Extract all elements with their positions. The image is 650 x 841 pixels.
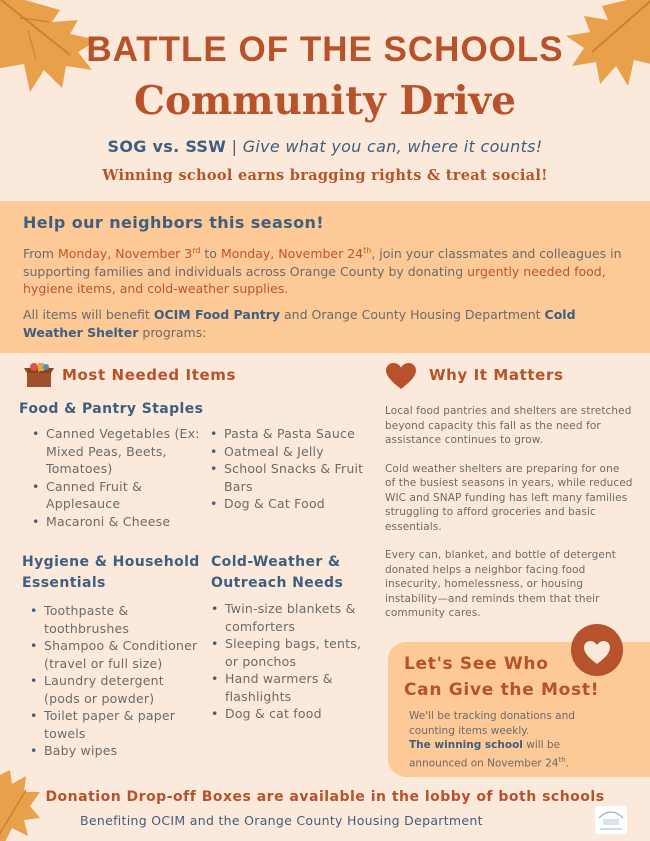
- most-needed-heading: Most Needed Items: [62, 366, 237, 384]
- logo-mark: [595, 806, 627, 834]
- intro-text: programs:: [138, 324, 207, 340]
- intro-text: From: [23, 246, 58, 262]
- list-item: • Pasta & Pasta Sauce: [210, 425, 375, 443]
- list-item: • Macaroni & Cheese: [32, 513, 207, 531]
- list-item: • Toothpaste & toothbrushes: [30, 602, 202, 637]
- callout-heading-line-1: Let's See Who: [404, 654, 549, 674]
- intro-text: , join your classmates and colleagues in supporting families and individuals across Orange County by donating: [23, 246, 622, 279]
- list-item: • Canned Vegetables (Ex: Mixed Peas, Beets, Tomatoes): [32, 425, 207, 478]
- list-item: • Canned Fruit & Applesauce: [32, 478, 207, 513]
- list-item: • Oatmeal & Jelly: [210, 443, 375, 461]
- start-date-text: Monday, November 3: [57, 246, 193, 262]
- intro-text: All items will benefit: [23, 307, 154, 322]
- prize-line: Winning school earns bragging rights & treat social!: [102, 167, 548, 184]
- callout-body: [409, 709, 614, 771]
- dropoff-notice: Donation Drop-off Boxes are available in the lobby of both schools: [45, 789, 605, 805]
- intro-text: and Orange County Housing Department: [280, 307, 545, 322]
- list-item: • Laundry detergent (pods or powder): [30, 672, 202, 707]
- start-date: [58, 246, 200, 261]
- matchup: SOG vs. SSW: [107, 137, 227, 156]
- winning-school-text: The winning school: [409, 739, 523, 751]
- callout-text: .: [565, 757, 569, 769]
- tagline: Give what you can, where it counts!: [242, 137, 543, 156]
- heart-icon: [386, 363, 416, 390]
- hygiene-list: [30, 602, 202, 760]
- intro-paragraph-2: [23, 306, 633, 341]
- list-item: • Dog & Cat Food: [210, 495, 375, 513]
- cold-weather-list: [211, 600, 371, 723]
- leaders-doing-good-logo: [595, 806, 627, 834]
- why-paragraph: Cold weather shelters are preparing for one of the busiest seasons in years, while reduced WIC and SNAP funding has left many families struggling to afford groceries and basic essentials.: [385, 462, 633, 533]
- date-suffix: th: [558, 755, 566, 764]
- separator: |: [226, 137, 243, 156]
- end-date-text: Monday, November 24: [220, 246, 364, 262]
- end-date: [221, 246, 371, 261]
- matchup-line: [0, 137, 650, 156]
- org-ocim: OCIM Food Pantry: [153, 307, 281, 322]
- list-item: • Shampoo & Conditioner (travel or full size): [30, 637, 202, 672]
- title-line-1: BATTLE OF THE SCHOOLS: [86, 30, 564, 69]
- why-paragraph: Local food pantries and shelters are stretched beyond capacity this fall as the need for assistance continues to grow.: [385, 405, 632, 446]
- callout-text: We'll be tracking donations and counting items weekly.: [409, 710, 575, 737]
- start-date-suffix: rd: [192, 246, 201, 255]
- donation-box-icon: [24, 362, 54, 388]
- org-shelter: Cold Weather Shelter: [23, 307, 576, 340]
- intro-text: to: [200, 246, 221, 262]
- list-item: • Baby wipes: [30, 742, 202, 760]
- end-date-suffix: th: [363, 246, 372, 255]
- benefit-line: Benefiting OCIM and the Orange County Housing Department: [80, 813, 483, 828]
- intro-heading: Help our neighbors this season!: [23, 213, 324, 232]
- list-item: • Toilet paper & paper towels: [30, 707, 202, 742]
- callout-heading: [404, 651, 599, 703]
- why-body: [385, 404, 633, 635]
- hygiene-heading: Hygiene & Household Essentials: [22, 554, 200, 591]
- callout-heading-line-2: Can Give the Most!: [404, 680, 600, 700]
- intro-paragraph-1: [23, 242, 633, 298]
- food-heading: Food & Pantry Staples: [19, 401, 204, 417]
- list-item: • Hand warmers & flashlights: [211, 670, 371, 705]
- why-heading: Why It Matters: [429, 366, 564, 384]
- why-paragraph: Every can, blanket, and bottle of detergent donated helps a neighbor facing food insecurity, homelessness, or housing instability—and reminds them that their community cares.: [385, 549, 616, 619]
- list-item: • Dog & cat food: [211, 705, 371, 723]
- food-list-col1: [32, 425, 207, 530]
- maple-leaf-bottom-left-icon: [0, 770, 42, 841]
- food-list-col2: [210, 425, 375, 513]
- cold-weather-heading: Cold-Weather & Outreach Needs: [211, 554, 344, 591]
- needed-supplies-text: urgently needed food, hygiene items, and cold-weather supplies.: [23, 263, 606, 297]
- title-line-2: Community Drive: [133, 78, 517, 124]
- callout-text: will be announced on November 24: [409, 739, 561, 769]
- list-item: • Sleeping bags, tents, or ponchos: [211, 635, 371, 670]
- list-item: • School Snacks & Fruit Bars: [210, 460, 375, 495]
- list-item: • Twin-size blankets & comforters: [211, 600, 371, 635]
